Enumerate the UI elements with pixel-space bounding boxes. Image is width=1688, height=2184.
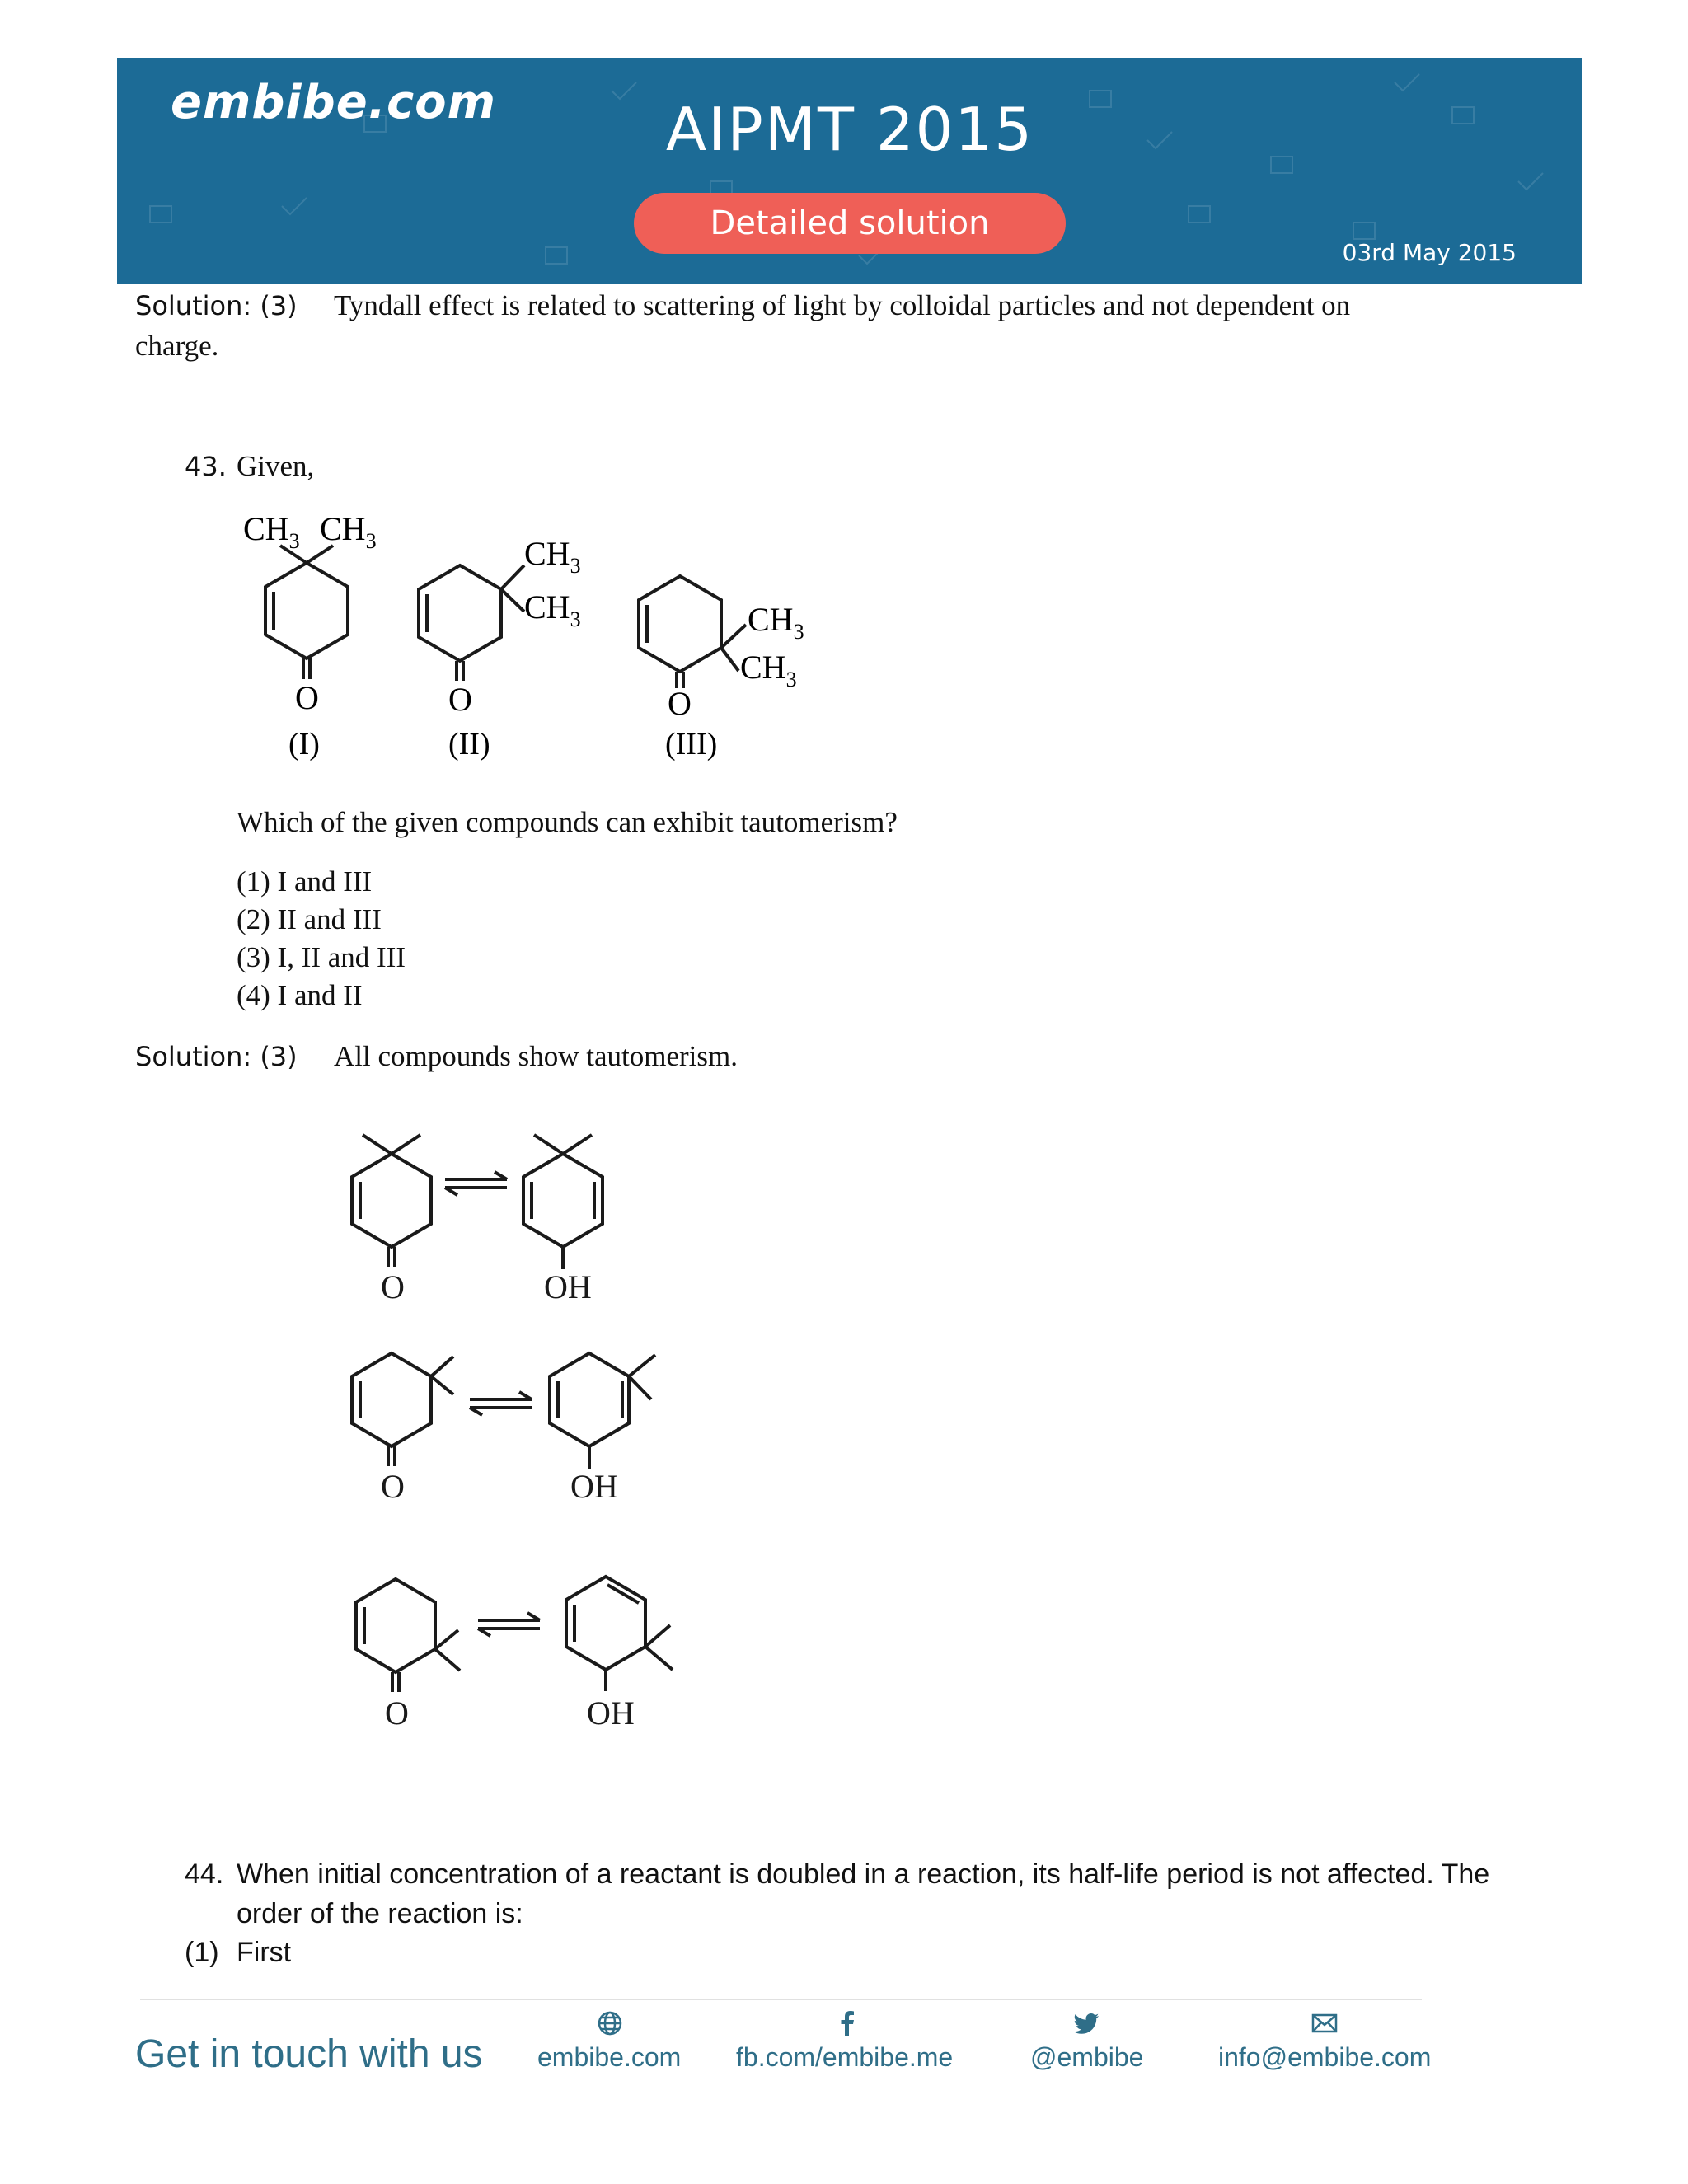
compound-i-label: (I): [288, 727, 320, 762]
q43-solution-text: All compounds show tautomerism.: [334, 1040, 738, 1072]
q43-tautomers-figure: [330, 1096, 709, 1755]
mail-icon: [1311, 2009, 1339, 2037]
q43-intro: Given,: [237, 450, 315, 482]
q44-number: 44.: [185, 1858, 224, 1890]
tautomer-3-oxygen: O: [385, 1694, 409, 1732]
compound-i-oxygen: O: [295, 679, 319, 716]
compound-ii-ch3-bottom: $CH_3$: [524, 588, 581, 631]
q44-question-line1: When initial concentration of a reactant is doubled in a reaction, its half-life period is not affected. The: [237, 1858, 1490, 1890]
q43-number: 43.: [185, 451, 227, 482]
q43-option-1: (1) I and III: [237, 865, 373, 898]
tautomer-2-oxygen: O: [381, 1468, 405, 1505]
globe-icon: [596, 2009, 624, 2037]
footer-divider: [140, 1999, 1422, 2000]
q42-solution-text: Tyndall effect is related to scattering of light by colloidal particles and not dependent on: [334, 289, 1351, 321]
compound-i-ch3-left: $CH_3$: [243, 510, 300, 553]
footer-twitter-link[interactable]: @embibe: [1030, 2042, 1144, 2072]
q42-solution-label: Solution: (3): [135, 290, 298, 321]
compound-ii-ch3-top: $CH_3$: [524, 535, 581, 578]
q44-option-1-number: (1): [185, 1937, 219, 1968]
exam-date: 03rd May 2015: [1342, 239, 1517, 266]
twitter-icon: [1073, 2009, 1101, 2037]
exam-title: AIPMT 2015: [665, 95, 1034, 164]
compound-iii-oxygen: O: [668, 685, 692, 722]
get-in-touch-heading: Get in touch with us: [135, 2032, 483, 2076]
compound-iii-label: (III): [665, 727, 718, 762]
compound-ii-label: (II): [448, 727, 490, 762]
detailed-solution-badge: Detailed solution: [634, 193, 1066, 254]
tautomer-1-oxygen: O: [381, 1268, 405, 1305]
q44-option-1-text: First: [237, 1937, 292, 1968]
footer-website-link[interactable]: embibe.com: [537, 2042, 682, 2072]
tautomer-2-hydroxyl: OH: [570, 1468, 618, 1505]
q43-option-2: (2) II and III: [237, 903, 382, 935]
q43-compounds-figure: [231, 503, 841, 775]
facebook-icon: [833, 2009, 861, 2037]
footer-facebook-link[interactable]: fb.com/embibe.me: [736, 2042, 954, 2072]
q42-solution-cont: charge.: [135, 330, 219, 362]
compound-ii-oxygen: O: [448, 681, 472, 718]
compound-iii-ch3-bottom: $CH_3$: [740, 649, 797, 691]
compound-iii-ch3-top: $CH_3$: [748, 601, 804, 644]
q43-option-3: (3) I, II and III: [237, 941, 406, 973]
q43-solution-label: Solution: (3): [135, 1041, 298, 1072]
footer-email-link[interactable]: info@embibe.com: [1218, 2042, 1432, 2072]
tautomer-1-hydroxyl: OH: [544, 1268, 592, 1305]
q43-option-4: (4) I and II: [237, 979, 363, 1011]
q43-question: Which of the given compounds can exhibit tautomerism?: [237, 806, 898, 838]
brand-logo: embibe.com: [171, 76, 496, 129]
q44-question-line2: order of the reaction is:: [237, 1898, 523, 1929]
compound-i-ch3-right: $CH_3$: [320, 510, 377, 553]
tautomer-3-hydroxyl: OH: [587, 1694, 635, 1732]
header-banner: [117, 58, 1582, 284]
